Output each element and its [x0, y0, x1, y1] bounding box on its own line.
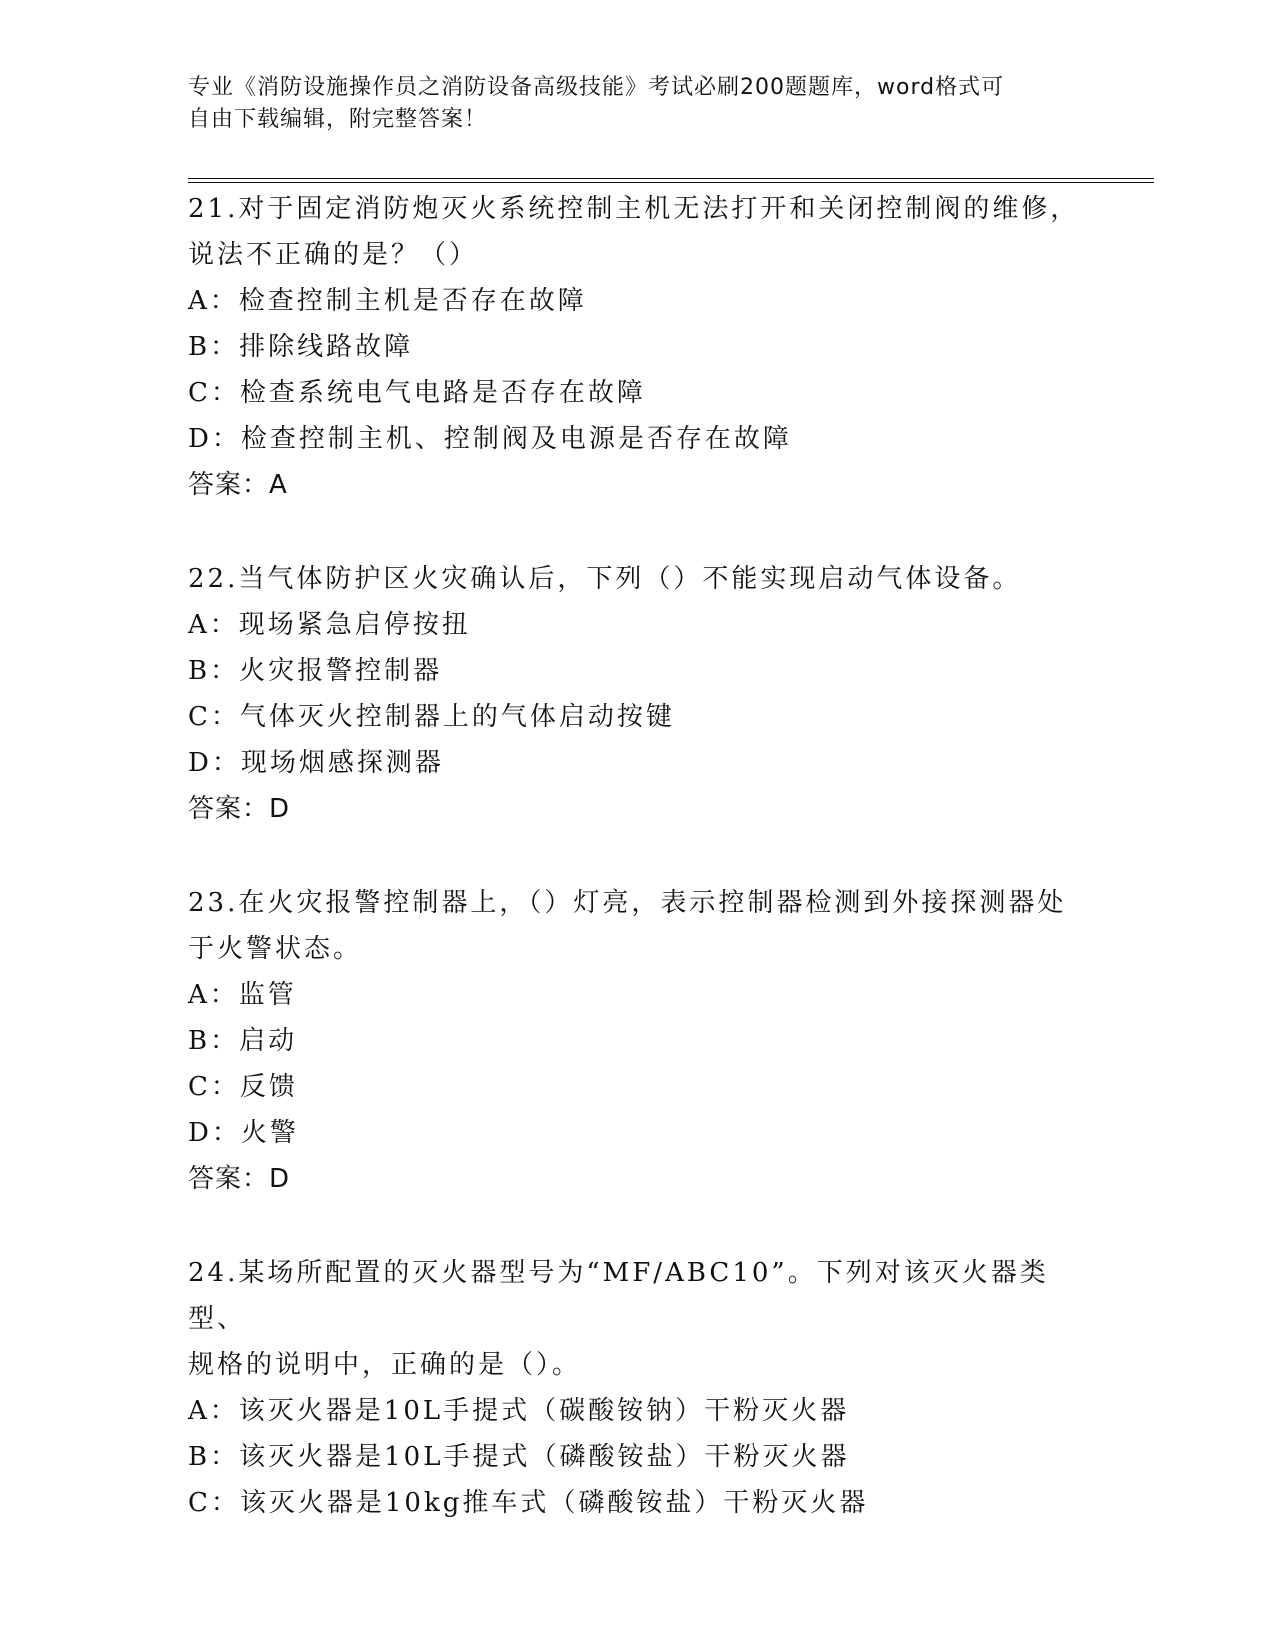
- option-b: B：火灾报警控制器: [188, 656, 443, 686]
- answer-line: 答案：A: [188, 470, 288, 500]
- question-stem-continued: 于火警状态。: [188, 934, 363, 964]
- question-stem: 23.在火灾报警控制器上，（）灯亮，表示控制器检测到外接探测器处: [188, 888, 1067, 918]
- question-23: [188, 880, 1088, 1202]
- question-stem: 21.对于固定消防炮灭火系统控制主机无法打开和关闭控制阀的维修，: [188, 194, 1080, 224]
- option-b: B：启动: [188, 1026, 298, 1056]
- option-b: B：排除线路故障: [188, 332, 414, 362]
- question-stem: 22.当气体防护区火灾确认后，下列（）不能实现启动气体设备。: [188, 564, 1022, 594]
- option-a: A：监管: [188, 980, 297, 1010]
- option-c: C：该灭火器是10kg推车式（磷酸铵盐）干粉灭火器: [188, 1488, 869, 1518]
- question-list: [188, 186, 1088, 1574]
- question-stem: 24.某场所配置的灭火器型号为“MF/ABC10”。下列对该灭火器类型、: [188, 1258, 1049, 1334]
- header-line-1: 专业《消防设施操作员之消防设备高级技能》考试必刷200题题库，word格式可: [188, 75, 1005, 100]
- question-stem-continued: 规格的说明中，正确的是（）。: [188, 1350, 582, 1380]
- option-a: A：该灭火器是10L手提式（碳酸铵钠）干粉灭火器: [188, 1396, 850, 1426]
- answer-line: 答案：D: [188, 1164, 291, 1194]
- option-c: C：检查系统电气电路是否存在故障: [188, 378, 646, 408]
- option-c: C：反馈: [188, 1072, 298, 1102]
- option-d: D：火警: [188, 1118, 299, 1148]
- option-d: D：检查控制主机、控制阀及电源是否存在故障: [188, 424, 792, 454]
- question-22: [188, 556, 1088, 832]
- option-c: C：气体灭火控制器上的气体启动按键: [188, 702, 675, 732]
- question-stem-continued: 说法不正确的是？（）: [188, 240, 479, 270]
- question-24: [188, 1250, 1088, 1526]
- header-divider-bottom: [188, 182, 1154, 183]
- question-21: [188, 186, 1088, 508]
- option-a: A：检查控制主机是否存在故障: [188, 286, 587, 316]
- header-line-2: 自由下载编辑，附完整答案！: [188, 107, 488, 132]
- option-b: B：该灭火器是10L手提式（磷酸铵盐）干粉灭火器: [188, 1442, 850, 1472]
- option-a: A：现场紧急启停按扭: [188, 610, 471, 640]
- header-divider-top: [188, 178, 1154, 179]
- answer-line: 答案：D: [188, 794, 291, 824]
- option-d: D：现场烟感探测器: [188, 748, 444, 778]
- document-header: [188, 72, 1088, 136]
